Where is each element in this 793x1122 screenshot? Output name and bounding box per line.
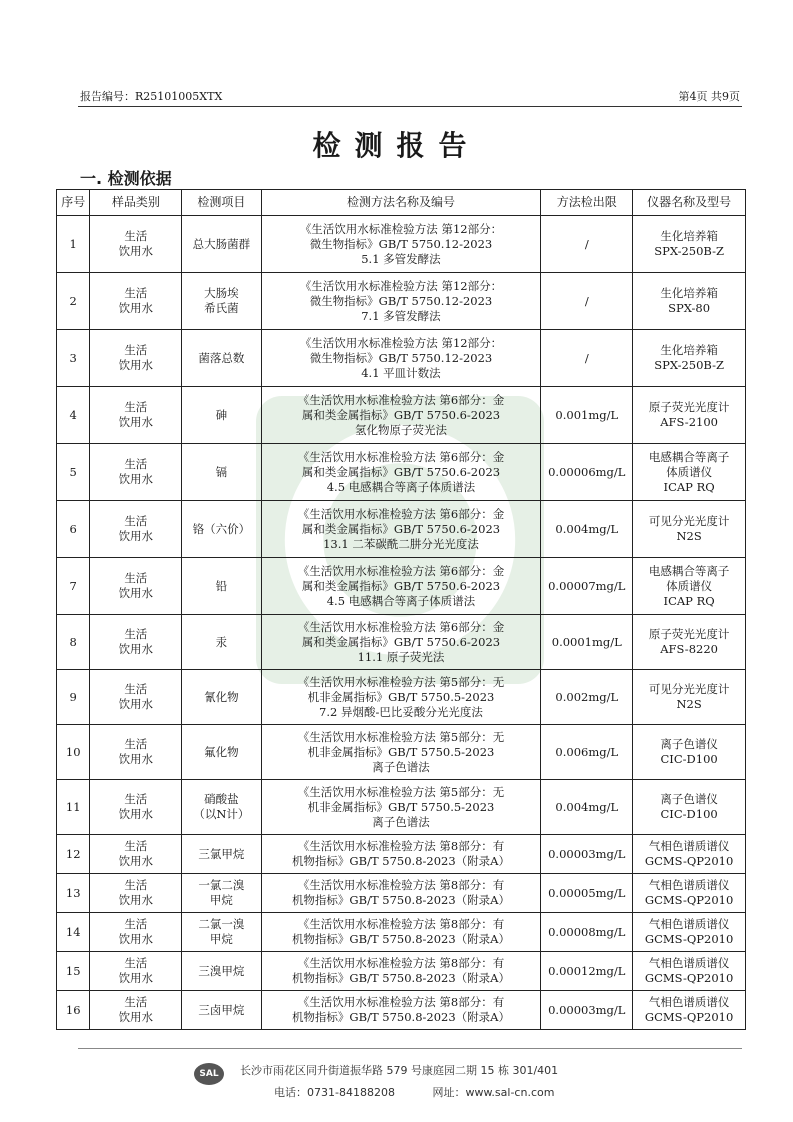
cell-category-line: 生活: [124, 917, 148, 931]
table-row: [57, 615, 746, 670]
cell-item: [182, 725, 261, 780]
cell-instrument: [633, 952, 746, 991]
cell-category: [90, 615, 182, 670]
cell-item: [182, 874, 261, 913]
cell-category-line: 饮用水: [118, 932, 154, 946]
cell-instrument-line: SPX-250B-Z: [654, 358, 724, 372]
cell-instrument-line: 气相色谱质谱仪: [648, 917, 730, 931]
cell-method: [261, 913, 541, 952]
cell-category: [90, 991, 182, 1030]
cell-instrument: [633, 780, 746, 835]
cell-item-line: 氰化物: [204, 689, 239, 704]
cell-instrument-line: CIC-D100: [660, 752, 718, 766]
cell-method-line: 微生物指标》GB/T 5750.12-2023: [309, 293, 493, 308]
cell-method-line: 属和类金属指标》GB/T 5750.6-2023: [301, 521, 501, 536]
cell-method-line: 离子色谱法: [372, 814, 430, 829]
cell-item-line: 菌落总数: [198, 350, 245, 365]
cell-method-line: 机物指标》GB/T 5750.8-2023（附录A）: [291, 1010, 510, 1024]
cell-category-line: 生活: [124, 627, 148, 641]
cell-category-line: 饮用水: [118, 358, 154, 372]
cell-instrument: [633, 725, 746, 780]
footer-divider: [78, 1048, 742, 1049]
cell-method-line: 《生活饮用水标准检验方法 第8部分：有: [297, 878, 505, 892]
cell-no: 3: [57, 330, 90, 387]
cell-category: [90, 216, 182, 273]
cell-item-line: 镉: [215, 464, 228, 479]
cell-category-line: 生活: [124, 956, 148, 970]
cell-method-line: 《生活饮用水标准检验方法 第12部分：: [299, 335, 503, 350]
cell-instrument-line: 可见分光光度计: [648, 514, 730, 528]
cell-category-line: 饮用水: [118, 971, 154, 985]
table-row: [57, 913, 746, 952]
footer-contact: [274, 1084, 588, 1100]
cell-method: [261, 387, 541, 444]
cell-method-line: 属和类金属指标》GB/T 5750.6-2023: [301, 464, 501, 479]
cell-instrument-line: 离子色谱仪: [660, 792, 718, 806]
cell-method: [261, 835, 541, 874]
cell-category-line: 饮用水: [118, 301, 154, 315]
cell-method-line: 机非金属指标》GB/T 5750.5-2023: [307, 799, 495, 814]
cell-no: 10: [57, 725, 90, 780]
cell-method-line: 机物指标》GB/T 5750.8-2023（附录A）: [291, 893, 510, 907]
table-row: [57, 216, 746, 273]
cell-instrument: [633, 913, 746, 952]
cell-limit: 0.00003mg/L: [541, 991, 633, 1030]
cell-instrument-line: 气相色谱质谱仪: [648, 995, 730, 1009]
cell-limit: 0.001mg/L: [541, 387, 633, 444]
cell-category-line: 生活: [124, 995, 148, 1009]
cell-item: [182, 991, 261, 1030]
cell-instrument-line: ICAP RQ: [663, 479, 715, 494]
cell-instrument: [633, 501, 746, 558]
cell-instrument-line: 原子荧光光度计: [648, 400, 730, 414]
cell-method: [261, 874, 541, 913]
cell-item-line: 希氏菌: [204, 301, 239, 315]
cell-method-line: 《生活饮用水标准检验方法 第6部分：金: [297, 449, 505, 464]
cell-item-line: 三卤甲烷: [198, 1002, 245, 1017]
cell-instrument-line: 离子色谱仪: [660, 737, 718, 751]
cell-method: [261, 991, 541, 1030]
cell-instrument-line: GCMS-QP2010: [644, 971, 734, 985]
cell-method-line: 属和类金属指标》GB/T 5750.6-2023: [301, 634, 501, 649]
cell-instrument: [633, 558, 746, 615]
cell-instrument: [633, 615, 746, 670]
cell-category-line: 饮用水: [118, 752, 154, 766]
cell-limit: 0.006mg/L: [541, 725, 633, 780]
cell-item: [182, 780, 261, 835]
cell-category-line: 生活: [124, 839, 148, 853]
cell-category: [90, 330, 182, 387]
cell-category: [90, 874, 182, 913]
col-header-method: 检测方法名称及编号: [261, 190, 541, 216]
cell-instrument-line: 生化培养箱: [660, 229, 718, 243]
page-indicator: 第4页 共9页: [678, 90, 740, 103]
cell-instrument: [633, 387, 746, 444]
cell-method-line: 离子色谱法: [372, 759, 430, 774]
table-row: [57, 780, 746, 835]
cell-method-line: 7.2 异烟酸-巴比妥酸分光光度法: [319, 704, 483, 719]
cell-no: 4: [57, 387, 90, 444]
cell-item-line: 铅: [215, 578, 228, 593]
test-basis-table: [56, 189, 746, 1030]
cell-method-line: 5.1 多管发酵法: [361, 251, 441, 266]
cell-instrument-line: 体质谱仪: [666, 464, 713, 479]
cell-instrument: [633, 991, 746, 1030]
cell-category-line: 饮用水: [118, 893, 154, 907]
footer-website: 网址：www.sal-cn.com: [432, 1086, 555, 1099]
cell-method-line: 7.1 多管发酵法: [361, 308, 441, 323]
cell-method-line: 机物指标》GB/T 5750.8-2023（附录A）: [291, 854, 510, 868]
cell-instrument-line: GCMS-QP2010: [644, 932, 734, 946]
cell-item-line: 总大肠菌群: [192, 236, 251, 251]
cell-method-line: 属和类金属指标》GB/T 5750.6-2023: [301, 578, 501, 593]
cell-method-line: 微生物指标》GB/T 5750.12-2023: [309, 350, 493, 365]
cell-category-line: 生活: [124, 737, 148, 751]
sal-logo-icon: SAL: [194, 1063, 224, 1085]
cell-category-line: 饮用水: [118, 1010, 154, 1024]
table-row: [57, 501, 746, 558]
cell-category-line: 生活: [124, 343, 148, 357]
cell-method-line: 机物指标》GB/T 5750.8-2023（附录A）: [291, 932, 510, 946]
col-header-limit: 方法检出限: [541, 190, 633, 216]
cell-instrument-line: GCMS-QP2010: [644, 854, 734, 868]
col-header-no: 序号: [57, 190, 90, 216]
cell-no: 1: [57, 216, 90, 273]
cell-instrument-line: AFS-2100: [660, 415, 718, 429]
cell-category: [90, 501, 182, 558]
cell-item: [182, 615, 261, 670]
cell-method-line: 《生活饮用水标准检验方法 第5部分：无: [297, 784, 505, 799]
table-row: [57, 387, 746, 444]
cell-method-line: 《生活饮用水标准检验方法 第5部分：无: [297, 674, 505, 689]
cell-method: [261, 273, 541, 330]
cell-item: [182, 330, 261, 387]
cell-no: 2: [57, 273, 90, 330]
cell-item-line: 汞: [215, 634, 228, 649]
cell-category-line: 生活: [124, 457, 148, 471]
table-row: [57, 835, 746, 874]
cell-method-line: 《生活饮用水标准检验方法 第8部分：有: [297, 839, 505, 853]
cell-method-line: 属和类金属指标》GB/T 5750.6-2023: [301, 407, 501, 422]
cell-limit: 0.0001mg/L: [541, 615, 633, 670]
cell-limit: 0.00008mg/L: [541, 913, 633, 952]
cell-item-line: 氟化物: [204, 744, 239, 759]
table-row: [57, 330, 746, 387]
cell-method-line: 13.1 二苯碳酰二肼分光光度法: [323, 536, 479, 551]
report-number: 报告编号：R25101005XTX: [80, 90, 223, 103]
cell-no: 13: [57, 874, 90, 913]
cell-method-line: 《生活饮用水标准检验方法 第12部分：: [299, 278, 503, 293]
cell-item-line: 砷: [215, 407, 228, 422]
cell-limit: 0.00005mg/L: [541, 874, 633, 913]
cell-no: 5: [57, 444, 90, 501]
cell-item: [182, 558, 261, 615]
section-title: 一. 检测依据: [80, 169, 172, 188]
cell-instrument-line: 电感耦合等离子: [648, 449, 730, 464]
cell-limit: 0.002mg/L: [541, 670, 633, 725]
cell-category: [90, 387, 182, 444]
header-divider: [78, 106, 742, 107]
cell-item: [182, 501, 261, 558]
cell-method-line: 11.1 原子荧光法: [357, 649, 445, 664]
cell-item: [182, 952, 261, 991]
cell-method-line: 《生活饮用水标准检验方法 第6部分：金: [297, 563, 505, 578]
cell-method-line: 《生活饮用水标准检验方法 第8部分：有: [297, 956, 505, 970]
cell-instrument-line: 生化培养箱: [660, 286, 718, 300]
cell-method-line: 4.5 电感耦合等离子体质谱法: [326, 593, 476, 608]
page-title: 检测报告: [312, 129, 481, 162]
cell-instrument-line: 气相色谱质谱仪: [648, 839, 730, 853]
cell-instrument: [633, 216, 746, 273]
cell-method: [261, 558, 541, 615]
cell-method-line: 《生活饮用水标准检验方法 第8部分：有: [297, 917, 505, 931]
col-header-instrument: 仪器名称及型号: [633, 190, 746, 216]
cell-instrument: [633, 444, 746, 501]
cell-item-line: 硝酸盐: [204, 792, 239, 806]
cell-item-line: 大肠埃: [204, 286, 239, 300]
cell-instrument-line: 体质谱仪: [666, 578, 713, 593]
cell-no: 12: [57, 835, 90, 874]
cell-method: [261, 780, 541, 835]
cell-method-line: 《生活饮用水标准检验方法 第12部分：: [299, 221, 503, 236]
cell-item-line: 三氯甲烷: [198, 846, 245, 861]
cell-category-line: 饮用水: [118, 642, 154, 656]
cell-method-line: 机非金属指标》GB/T 5750.5-2023: [307, 744, 495, 759]
cell-item: [182, 273, 261, 330]
cell-category-line: 生活: [124, 229, 148, 243]
cell-no: 7: [57, 558, 90, 615]
table-row: [57, 670, 746, 725]
cell-category: [90, 558, 182, 615]
cell-limit: 0.004mg/L: [541, 501, 633, 558]
col-header-category: 样品类别: [90, 190, 182, 216]
cell-method: [261, 444, 541, 501]
cell-method-line: 机物指标》GB/T 5750.8-2023（附录A）: [291, 971, 510, 985]
cell-method-line: 《生活饮用水标准检验方法 第5部分：无: [297, 729, 505, 744]
cell-category-line: 生活: [124, 514, 148, 528]
footer-address: 长沙市雨花区同升街道振华路 579 号康庭园二期 15 栋 301/401: [240, 1064, 559, 1077]
cell-category-line: 饮用水: [118, 529, 154, 543]
cell-instrument-line: ICAP RQ: [663, 593, 715, 608]
cell-instrument-line: 可见分光光度计: [648, 682, 730, 696]
cell-item-line: 甲烷: [209, 893, 233, 907]
cell-method-line: 《生活饮用水标准检验方法 第6部分：金: [297, 506, 505, 521]
cell-no: 6: [57, 501, 90, 558]
cell-category-line: 饮用水: [118, 807, 154, 821]
cell-item-line: 二氯一溴: [198, 917, 245, 931]
cell-instrument-line: GCMS-QP2010: [644, 893, 734, 907]
cell-limit: 0.00003mg/L: [541, 835, 633, 874]
table-row: [57, 444, 746, 501]
table-row: [57, 952, 746, 991]
cell-category-line: 生活: [124, 878, 148, 892]
cell-category-line: 饮用水: [118, 244, 154, 258]
cell-category: [90, 913, 182, 952]
cell-instrument-line: CIC-D100: [660, 807, 718, 821]
cell-item: [182, 913, 261, 952]
cell-limit: 0.00007mg/L: [541, 558, 633, 615]
cell-instrument: [633, 835, 746, 874]
cell-category: [90, 835, 182, 874]
cell-method: [261, 615, 541, 670]
footer-phone: 电话：0731-84188208: [274, 1086, 395, 1099]
cell-method-line: 《生活饮用水标准检验方法 第8部分：有: [297, 995, 505, 1009]
cell-category: [90, 670, 182, 725]
cell-item: [182, 387, 261, 444]
cell-instrument: [633, 330, 746, 387]
cell-category: [90, 952, 182, 991]
cell-no: 15: [57, 952, 90, 991]
table-row: [57, 725, 746, 780]
cell-category-line: 生活: [124, 286, 148, 300]
cell-method-line: 4.5 电感耦合等离子体质谱法: [326, 479, 476, 494]
cell-item-line: 铬（六价）: [192, 521, 251, 536]
cell-method-line: 机非金属指标》GB/T 5750.5-2023: [307, 689, 495, 704]
cell-instrument-line: AFS-8220: [660, 642, 718, 656]
cell-item-line: 三溴甲烷: [198, 963, 245, 978]
cell-category: [90, 780, 182, 835]
table-row: [57, 991, 746, 1030]
cell-instrument: [633, 273, 746, 330]
cell-category-line: 饮用水: [118, 472, 154, 486]
cell-instrument-line: 气相色谱质谱仪: [648, 878, 730, 892]
cell-method: [261, 501, 541, 558]
cell-method: [261, 330, 541, 387]
cell-category-line: 饮用水: [118, 697, 154, 711]
cell-method-line: 《生活饮用水标准检验方法 第6部分：金: [297, 619, 505, 634]
cell-instrument-line: 生化培养箱: [660, 343, 718, 357]
cell-item: [182, 216, 261, 273]
cell-instrument-line: 电感耦合等离子: [648, 563, 730, 578]
cell-item: [182, 835, 261, 874]
col-header-item: 检测项目: [182, 190, 261, 216]
cell-limit: 0.004mg/L: [541, 780, 633, 835]
cell-instrument-line: 气相色谱质谱仪: [648, 956, 730, 970]
cell-limit: /: [541, 216, 633, 273]
cell-method-line: 微生物指标》GB/T 5750.12-2023: [309, 236, 493, 251]
cell-instrument-line: 原子荧光光度计: [648, 627, 730, 641]
cell-method: [261, 670, 541, 725]
cell-instrument: [633, 670, 746, 725]
table-header-row: [57, 190, 746, 216]
cell-no: 14: [57, 913, 90, 952]
cell-category-line: 生活: [124, 682, 148, 696]
cell-instrument-line: SPX-250B-Z: [654, 244, 724, 258]
cell-no: 9: [57, 670, 90, 725]
cell-instrument-line: GCMS-QP2010: [644, 1010, 734, 1024]
cell-method: [261, 952, 541, 991]
cell-item-line: （以N计）: [193, 807, 250, 821]
cell-limit: 0.00006mg/L: [541, 444, 633, 501]
cell-no: 8: [57, 615, 90, 670]
cell-item-line: 一氯二溴: [198, 878, 245, 892]
cell-category: [90, 444, 182, 501]
cell-item: [182, 670, 261, 725]
cell-method-line: 4.1 平皿计数法: [361, 365, 441, 380]
cell-category: [90, 725, 182, 780]
cell-instrument: [633, 874, 746, 913]
cell-category-line: 饮用水: [118, 854, 154, 868]
cell-instrument-line: N2S: [676, 697, 702, 711]
cell-method: [261, 216, 541, 273]
cell-limit: /: [541, 273, 633, 330]
cell-instrument-line: N2S: [676, 529, 702, 543]
cell-no: 11: [57, 780, 90, 835]
table-row: [57, 273, 746, 330]
cell-no: 16: [57, 991, 90, 1030]
cell-category-line: 生活: [124, 792, 148, 806]
cell-method-line: 氢化物原子荧光法: [354, 422, 447, 437]
cell-item: [182, 444, 261, 501]
page-header: [80, 88, 740, 104]
cell-method: [261, 725, 541, 780]
cell-category: [90, 273, 182, 330]
cell-category-line: 饮用水: [118, 415, 154, 429]
cell-limit: /: [541, 330, 633, 387]
cell-category-line: 生活: [124, 571, 148, 585]
table-row: [57, 558, 746, 615]
cell-category-line: 生活: [124, 400, 148, 414]
cell-method-line: 《生活饮用水标准检验方法 第6部分：金: [297, 392, 505, 407]
table-row: [57, 874, 746, 913]
cell-category-line: 饮用水: [118, 586, 154, 600]
cell-limit: 0.00012mg/L: [541, 952, 633, 991]
cell-item-line: 甲烷: [209, 932, 233, 946]
cell-instrument-line: SPX-80: [668, 301, 711, 315]
